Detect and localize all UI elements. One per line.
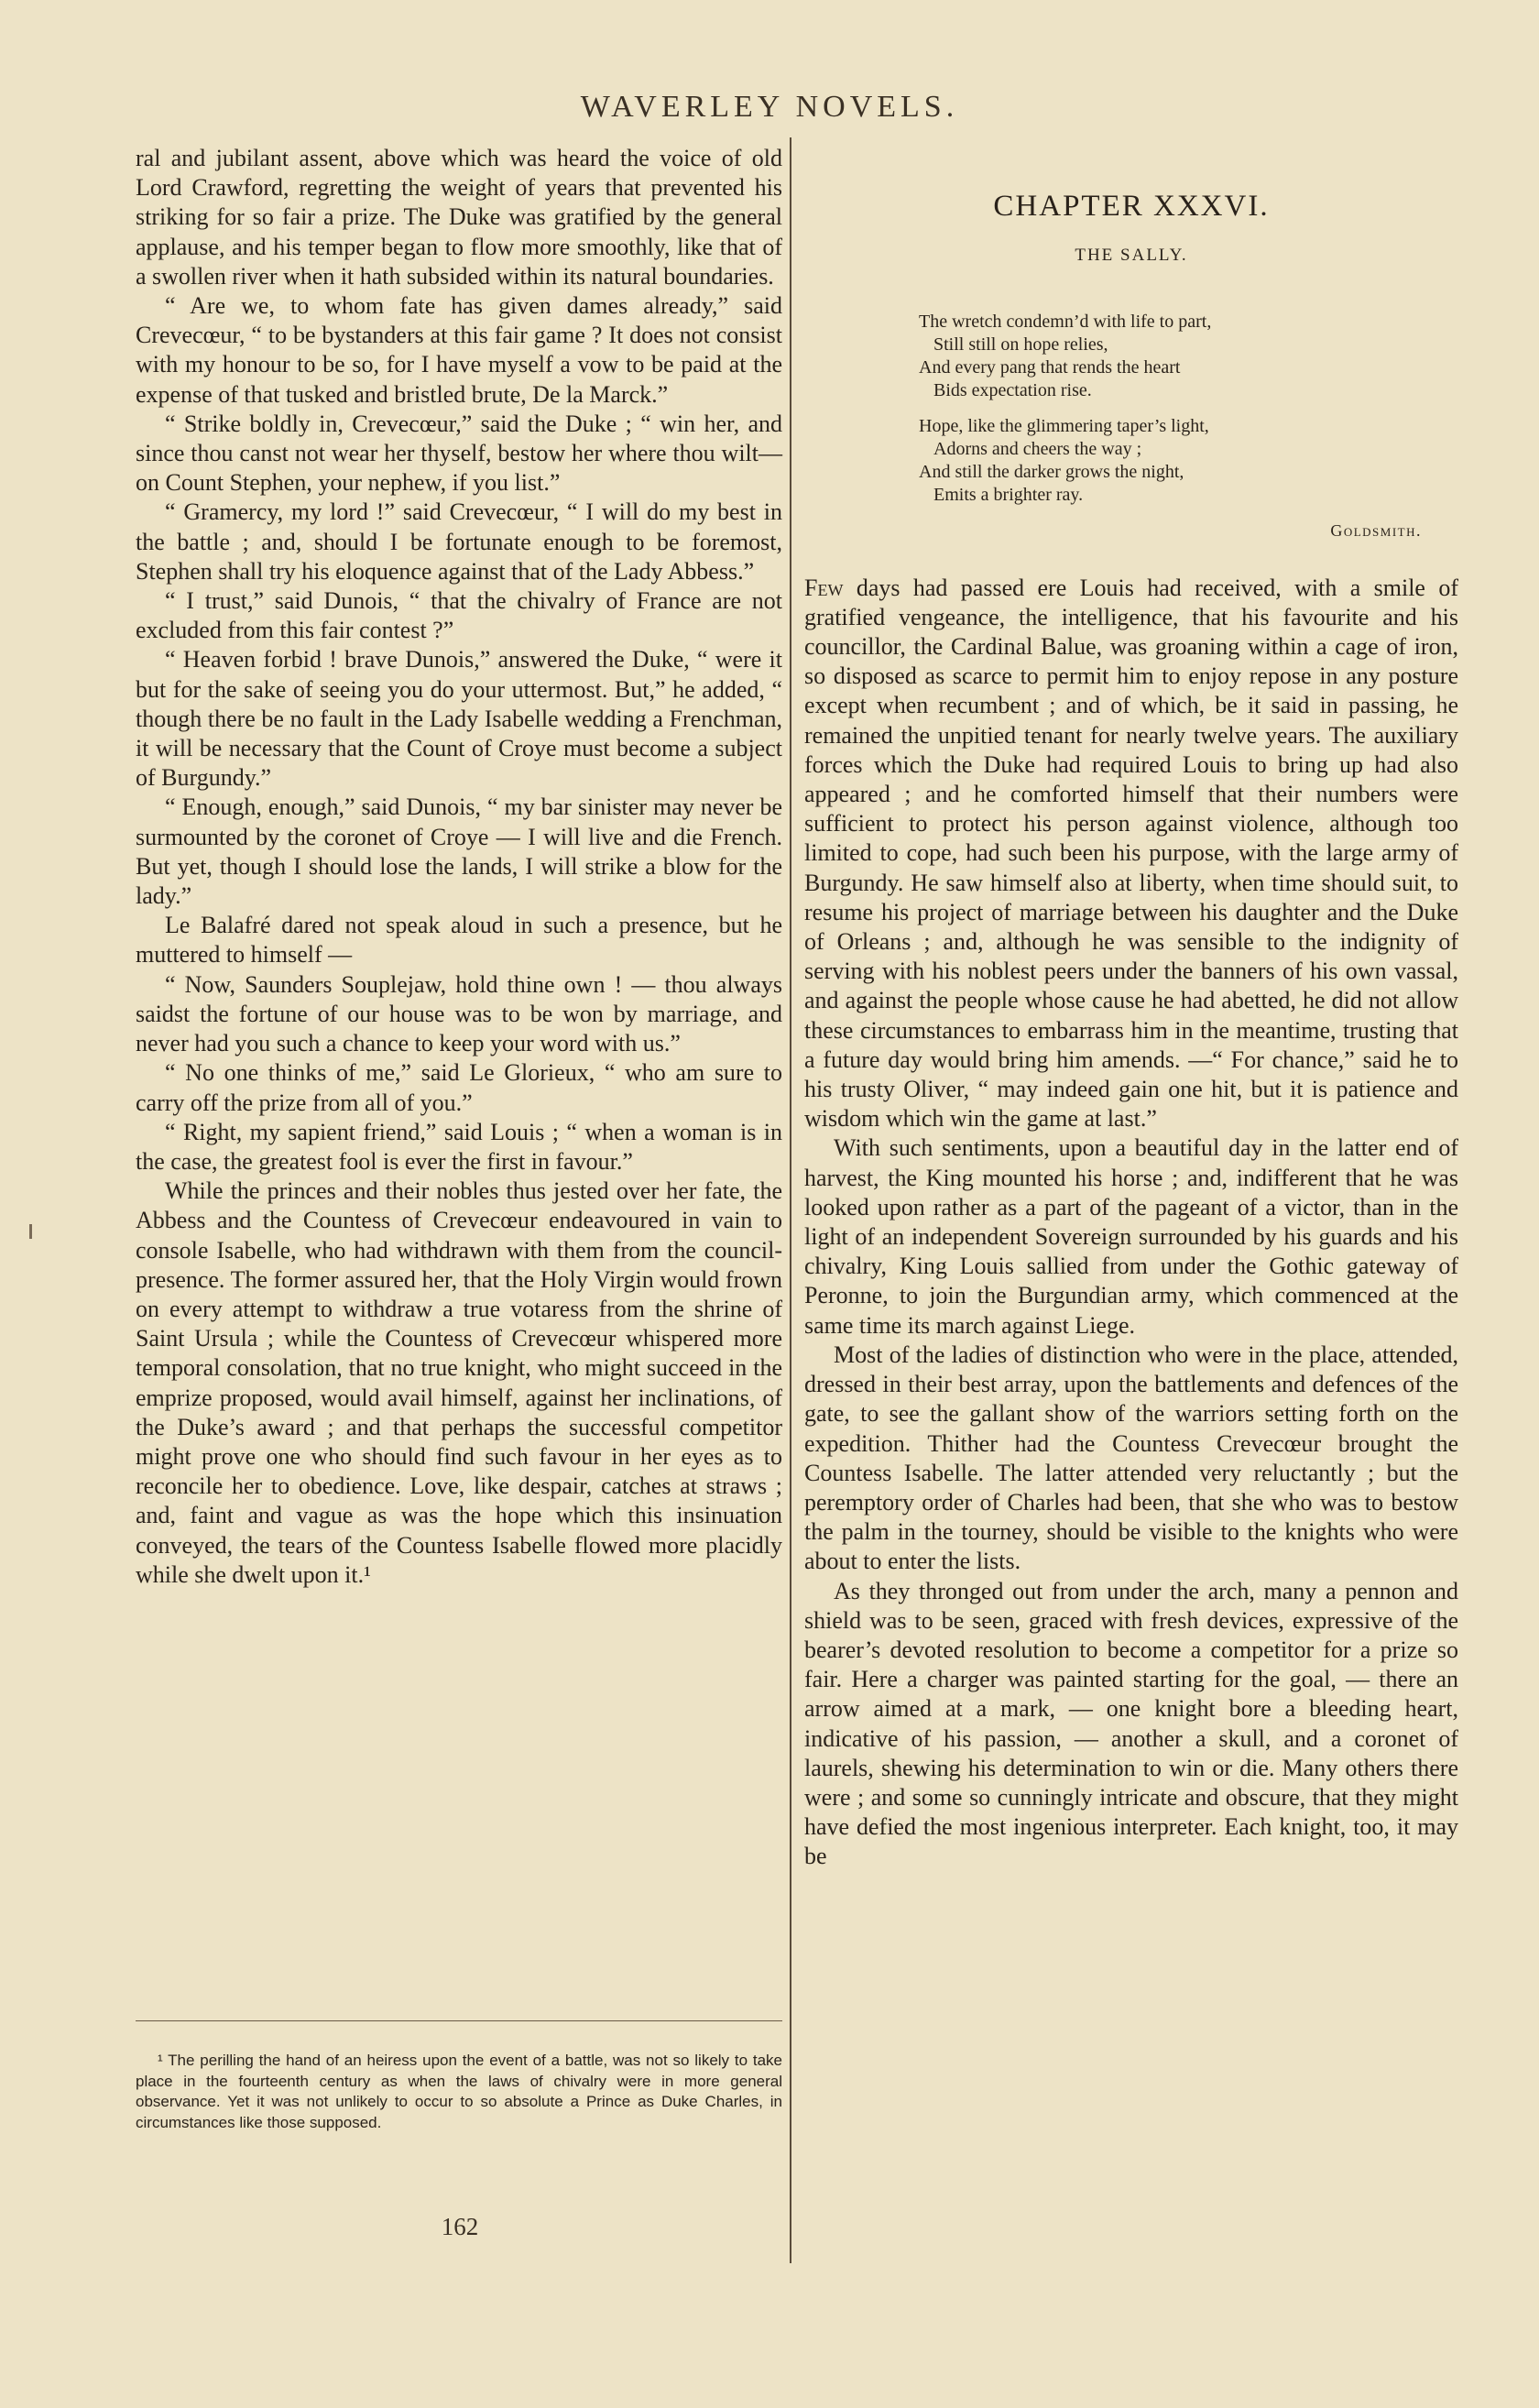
epigraph-stanza [919, 311, 1458, 402]
margin-mark [29, 1224, 32, 1239]
chapter-subtitle: THE SALLY. [1075, 246, 1188, 266]
epigraph-line: Bids expectation rise. [933, 380, 1092, 401]
paragraph: “ Right, my sapient friend,” said Louis ; “ when a woman is in the case, the greatest fool is ever the first in favour.” [136, 1118, 782, 1175]
paragraph: “ I trust,” said Dunois, “ that the chivalry of France are not excluded from this fair contest ?” [136, 587, 782, 644]
paragraph [804, 574, 1458, 1134]
paragraph: Le Balafré dared not speak aloud in such a presence, but he muttered to himself — [136, 912, 782, 969]
epigraph [919, 311, 1458, 507]
running-head: WAVERLEY NOVELS. [580, 90, 959, 124]
paragraph: “ No one thinks of me,” said Le Glorieux, “ who am sure to carry off the prize from all of you.” [136, 1059, 782, 1116]
chapter-title: CHAPTER XXXVI. [993, 190, 1270, 223]
right-column [804, 170, 1458, 1872]
epigraph-line: And every pang that rends the heart [919, 357, 1181, 378]
footnote-text: ¹ The perilling the hand of an heiress upon the event of a battle, was not so likely to take place in the fourteenth century as when the laws of chivalry were in more general observance. Yet it was not unlikely to occur to so absolute a Prince as Duke Charles, in circumstances like those supposed. [136, 2052, 782, 2131]
paragraph: Most of the ladies of distinction who were in the place, attended, dressed in their best array, upon the battlements and defences of the gate, to see the gallant show of the warriors setting forth on the expedition. Thither had the Countess Crevecœur brought the Countess Isabelle. The latter attended very reluctantly ; but the peremptory order of Charles had been, that she who was to bestow the palm in the tourney, should be visible to the knights who were about to enter the lists. [804, 1341, 1458, 1575]
paragraph: “ Enough, enough,” said Dunois, “ my bar sinister may never be surmounted by the coronet of Croye — I will live and die French. But yet, though I should lose the lands, I will strike a blow for the lady.” [136, 794, 782, 910]
epigraph-line: Hope, like the glimmering taper’s light, [919, 416, 1209, 437]
paragraph-text: days had passed ere Louis had received, with a smile of gratified vengeance, the intelligence, that his favourite and his councillor, the Cardinal Balue, was groaning within a cage of iron, so disposed as scarce to permit him to enjoy repose in any posture except when recumbent ; and of which, be it said in passing, he remained the unpitied tenant for nearly twelve years. The auxiliary forces which the Duke had required Louis to bring up had also appeared ; and he comforted himself that their numbers were sufficient to protect his person against violence, although too limited to cope, had such been his purpose, with the large army of Burgundy. He saw himself also at liberty, when time should suit, to resume his project of marriage between his daughter and the Duke of Orleans ; and, although he was sensible to the indignity of serving with his noblest peers under the banners of his own vassal, and against the people whose cause he had abetted, he did not allow these circumstances to embarrass him in the meantime, trusting that a future day would bring him amends. —“ For chance,” said he to his trusty Oliver, “ may indeed gain one hit, but it is patience and wisdom which win the game at last.” [804, 574, 1458, 1133]
page-number: 162 [441, 2213, 479, 2240]
paragraph: “ Are we, to whom fate has given dames already,” said Crevecœur, “ to be bystanders at this fair game ? It does not consist with my honour to be so, for I have myself a vow to be paid at the expense of that tusked and bristled brute, De la Marck.” [136, 292, 782, 408]
paragraph: As they thronged out from under the arch, many a pennon and shield was to be seen, graced with fresh devices, expressive of the bearer’s devoted resolution to become a competitor for a prize so fair. Here a charger was painted starting for the goal, — there an arrow aimed at a mark, — one knight bore a bleeding heart, indicative of his passion, — another a skull, and a coronet of laurels, shewing his determination to win or die. Many others there were ; and some so cunningly intricate and obscure, that they might have defied the most ingenious interpreter. Each knight, too, it may be [804, 1577, 1458, 1870]
paragraph: While the princes and their nobles thus jested over her fate, the Abbess and the Countess of Crevecœur endeavoured in vain to console Isabelle, who had withdrawn with them from the council-presence. The former assured her, that the Holy Virgin would frown on every attempt to withdraw a true votaress from the shrine of Saint Ursula ; while the Countess of Crevecœur whispered more temporal consolation, that no true knight, who might succeed in the emprize proposed, would avail himself, against her inclinations, of the Duke’s award ; and that perhaps the successful competitor might prove one who should find such favour in her eyes as to reconcile her to obedience. Love, like despair, catches at straws ; and, faint and vague as was the hope which this insinuation conveyed, the tears of the Countess Isabelle flowed more placidly while she dwelt upon it.¹ [136, 1177, 782, 1588]
epigraph-line: The wretch condemn’d with life to part, [919, 312, 1212, 333]
epigraph-line: And still the darker grows the night, [919, 462, 1184, 483]
paragraph: “ Strike boldly in, Crevecœur,” said the Duke ; “ win her, and since thou canst not wear her thyself, bestow her where thou wilt—on Count Stephen, your nephew, if you list.” [136, 410, 782, 497]
epigraph-attribution: Goldsmith. [1330, 521, 1422, 541]
left-column [136, 144, 782, 1590]
footnote-rule [136, 2020, 782, 2021]
paragraph: “ Now, Saunders Souplejaw, hold thine own ! — thou always saidst the fortune of our house was to be won by marriage, and never had you such a chance to keep your word with us.” [136, 970, 782, 1057]
opening-word: Few [804, 574, 844, 601]
paragraph: With such sentiments, upon a beautiful day in the latter end of harvest, the King mounted his horse ; and, indifferent that he was looked upon rather as a part of the pageant of a victor, than in the light of an independent Sovereign surrounded by his guards and his chivalry, King Louis sallied from under the Gothic gateway of Peronne, to join the Burgundian army, which commenced at the same time its march against Liege. [804, 1134, 1458, 1339]
paragraph: “ Heaven forbid ! brave Dunois,” answered the Duke, “ were it but for the sake of seeing you do your uttermost. But,” he added, “ though there be no fault in the Lady Isabelle wedding a Frenchman, it will be necessary that the Count of Croye must become a subject of Burgundy.” [136, 646, 782, 792]
paragraph: “ Gramercy, my lord !” said Crevecœur, “ I will do my best in the battle ; and, should I be fortunate enough to be foremost, Stephen shall try his eloquence against that of the Lady Abbess.” [136, 498, 782, 585]
paragraph: ral and jubilant assent, above which was heard the voice of old Lord Crawford, regretting the weight of years that prevented his striking for so fair a prize. The Duke was gratified by the general applause, and his temper began to flow more smoothly, like that of a swollen river when it hath subsided within its natural boundaries. [136, 145, 782, 290]
column-divider [790, 137, 791, 2263]
epigraph-stanza [919, 415, 1458, 507]
epigraph-line: Adorns and cheers the way ; [933, 439, 1142, 460]
epigraph-line: Still still on hope relies, [933, 334, 1108, 356]
epigraph-line: Emits a brighter ray. [933, 485, 1084, 506]
footnote [136, 2051, 782, 2133]
